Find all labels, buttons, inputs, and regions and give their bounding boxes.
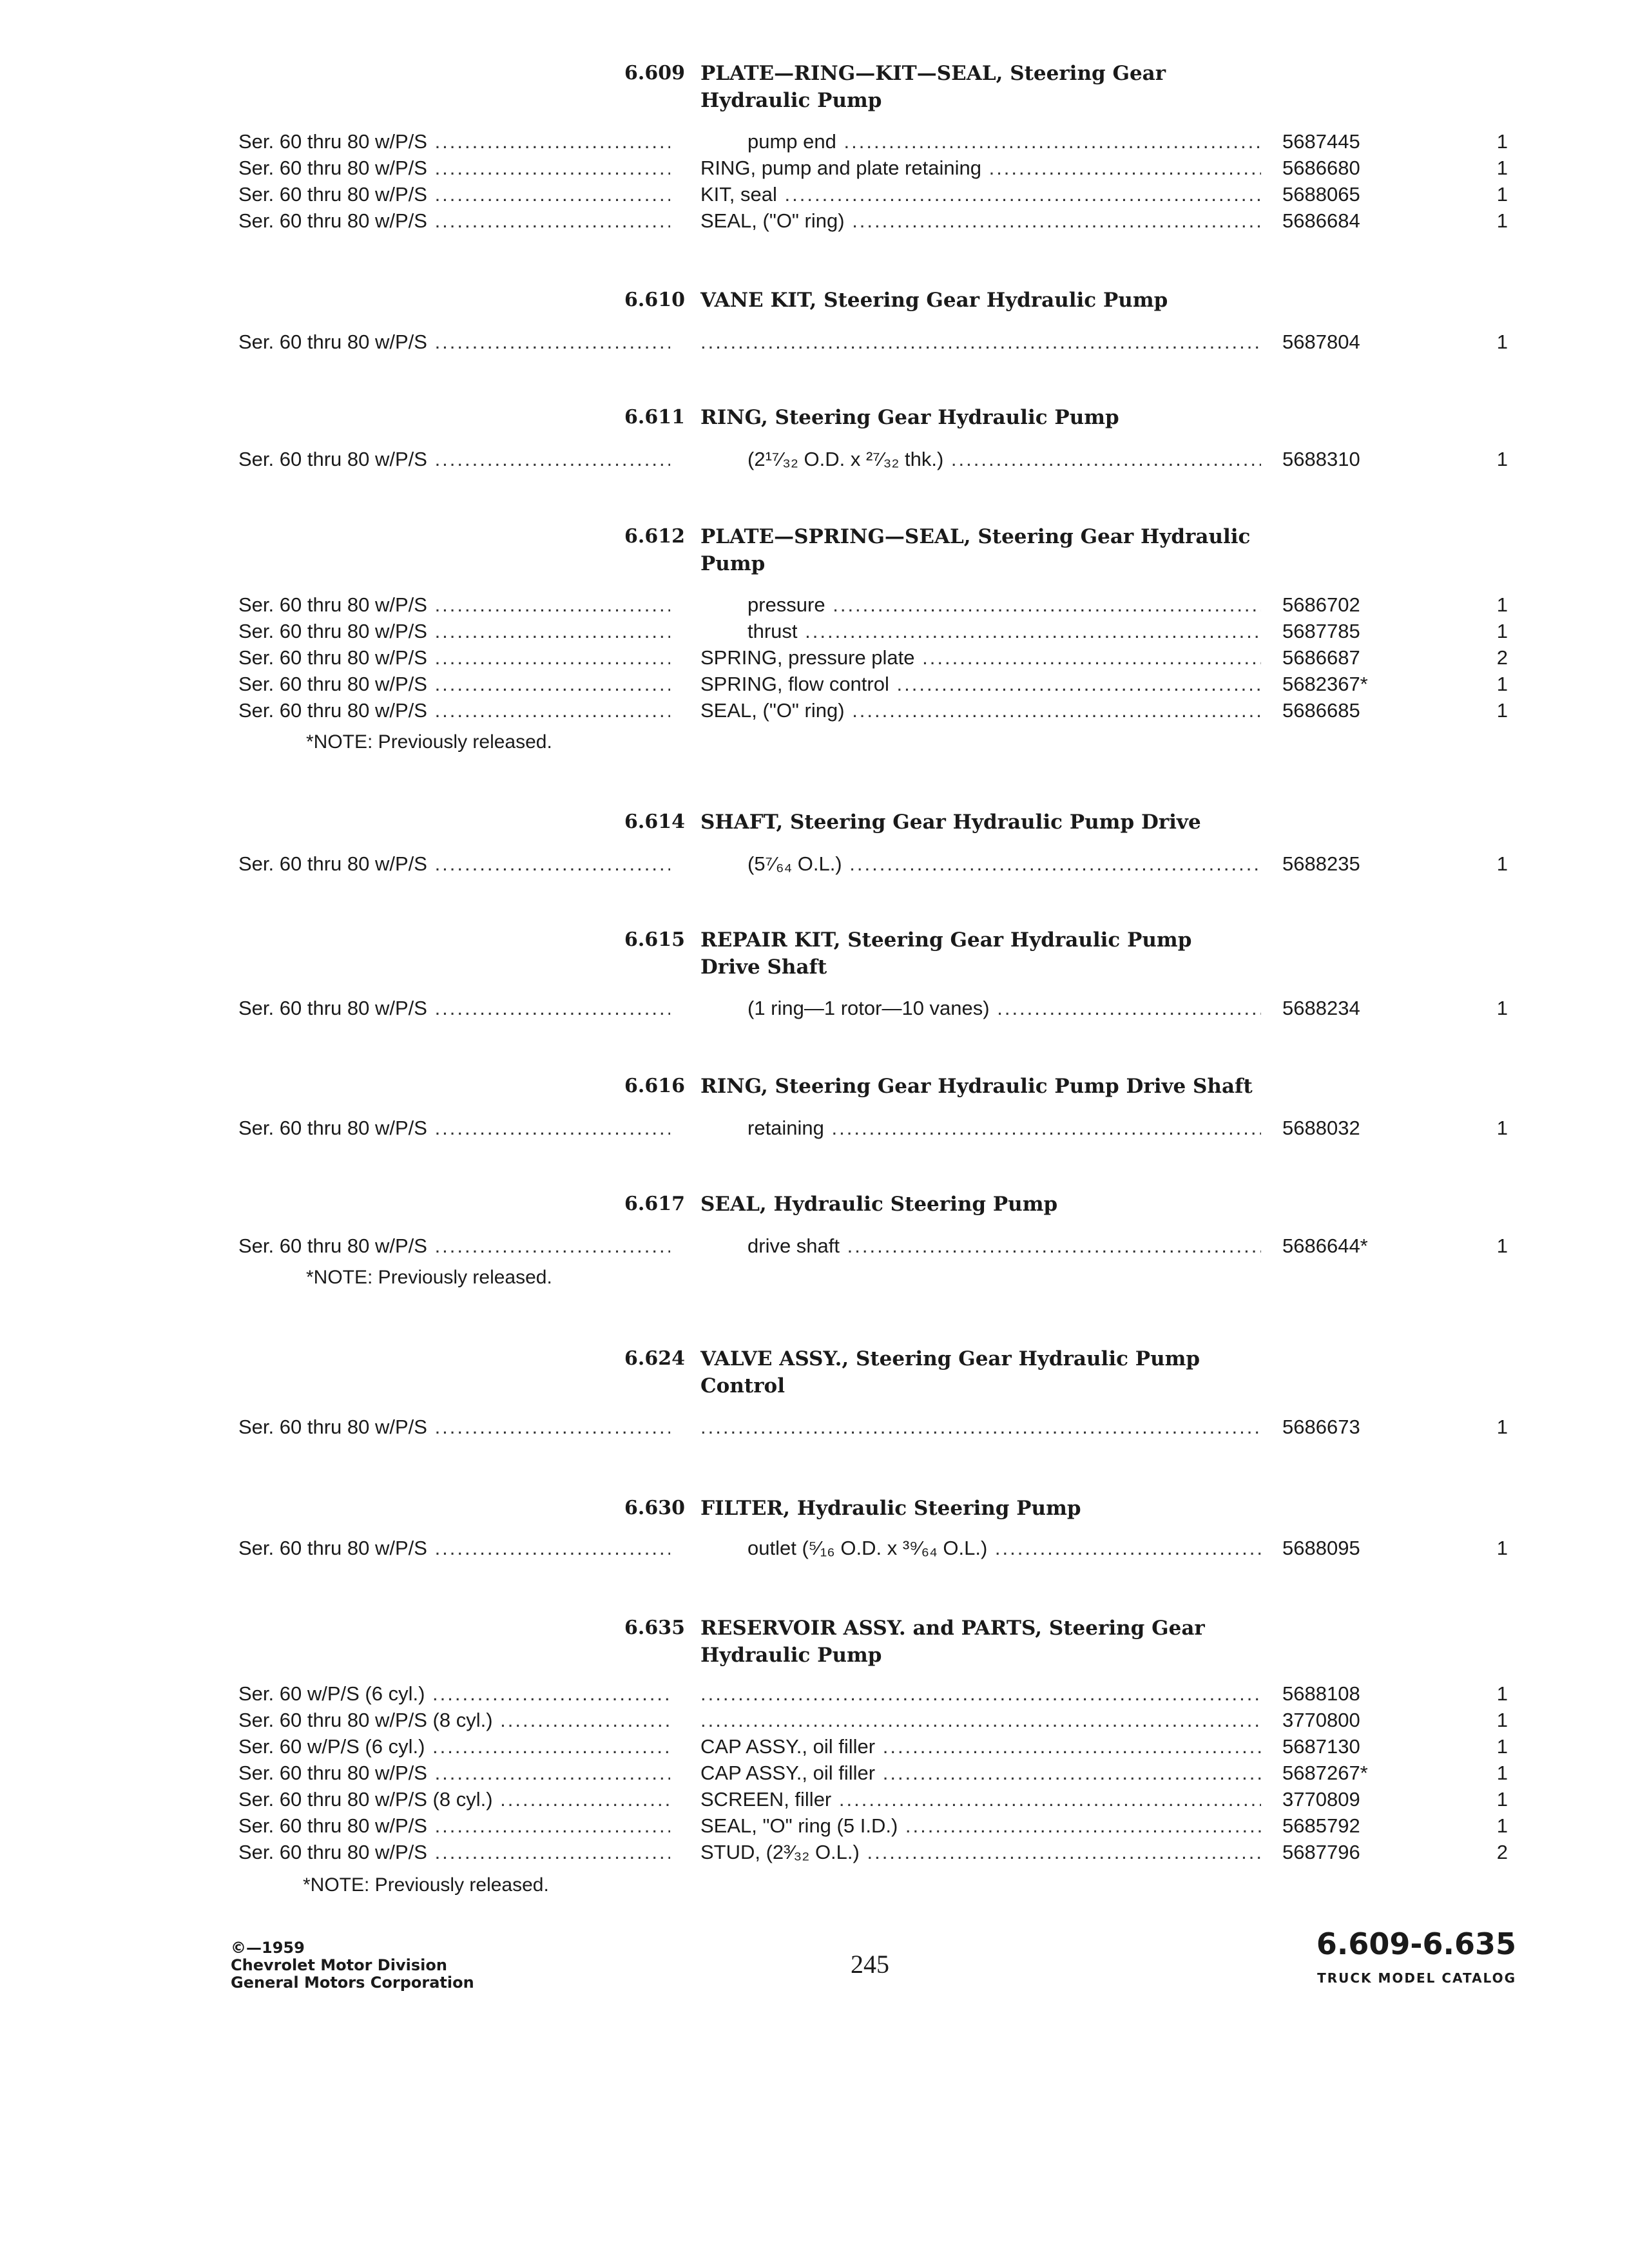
section-number: 6.610: [624, 289, 685, 311]
application: Ser. 60 thru 80 w/P/S .....: [238, 850, 670, 877]
section-title: VALVE ASSY., Steering Gear Hydraulic Pump Control: [700, 1347, 1200, 1398]
part-row: [0, 1680, 1629, 1707]
section-6-635: [0, 1615, 1629, 1896]
description: (2¹⁷⁄₃₂ O.D. x ²⁷⁄₃₂ thk.) .....: [747, 446, 1261, 472]
application: Ser. 60 thru 80 w/P/S .....: [238, 1812, 670, 1839]
catalog-name: TRUCK MODEL CATALOG: [1317, 1970, 1516, 1986]
section-number: 6.611: [624, 406, 685, 428]
application: Ser. 60 thru 80 w/P/S .....: [238, 207, 670, 234]
application: Ser. 60 thru 80 w/P/S .....: [238, 1535, 670, 1561]
description: SCREEN, filler .....: [700, 1786, 1261, 1812]
quantity: 1: [1496, 130, 1508, 153]
part-row: [0, 995, 1629, 1021]
quantity: 1: [1496, 699, 1508, 722]
footnote: *NOTE: Previously released.: [306, 1267, 552, 1288]
corporation-name: General Motors Corporation: [231, 1974, 474, 1992]
application: Ser. 60 thru 80 w/P/S .....: [238, 1839, 670, 1865]
description: retaining .....: [747, 1115, 1261, 1141]
description: drive shaft .....: [747, 1233, 1261, 1259]
part-number: 5687445: [1282, 130, 1360, 153]
part-row: [0, 1115, 1629, 1141]
part-row: [0, 181, 1629, 207]
part-number: 5687804: [1282, 331, 1360, 353]
application: Ser. 60 thru 80 w/P/S .....: [238, 329, 670, 355]
part-number: 5688032: [1282, 1117, 1360, 1139]
description: outlet (⁵⁄₁₆ O.D. x ³⁹⁄₆₄ O.L.) .....: [747, 1535, 1261, 1561]
section-number: 6.616: [624, 1075, 685, 1097]
section-6-611: [0, 404, 1629, 470]
part-row: [0, 1414, 1629, 1440]
quantity: 1: [1496, 1762, 1508, 1784]
description: thrust .....: [747, 618, 1261, 644]
part-number: 5682367*: [1282, 673, 1368, 695]
part-row: [0, 1786, 1629, 1812]
description: (1 ring—1 rotor—10 vanes) .....: [747, 995, 1261, 1021]
part-number: 5686680: [1282, 157, 1360, 179]
footnote: *NOTE: Previously released.: [306, 731, 552, 753]
section-title: REPAIR KIT, Steering Gear Hydraulic Pump Drive Shaft: [700, 928, 1192, 979]
page-range: 6.609-6.635: [1316, 1927, 1516, 1961]
application: Ser. 60 thru 80 w/P/S .....: [238, 155, 670, 181]
part-number: 3770809: [1282, 1788, 1360, 1811]
part-number: 5687785: [1282, 620, 1360, 642]
application: Ser. 60 w/P/S (6 cyl.) .....: [238, 1680, 670, 1707]
part-row: [0, 1812, 1629, 1839]
section-6-630: [0, 1495, 1629, 1559]
application: Ser. 60 thru 80 w/P/S (8 cyl.) .....: [238, 1786, 670, 1812]
section-6-624: [0, 1345, 1629, 1438]
quantity: 2: [1496, 646, 1508, 669]
application: Ser. 60 thru 80 w/P/S .....: [238, 618, 670, 644]
description: CAP ASSY., oil filler .....: [700, 1760, 1261, 1786]
quantity: 1: [1496, 183, 1508, 206]
part-row: [0, 618, 1629, 644]
part-number: 5686644*: [1282, 1235, 1368, 1257]
part-row: [0, 207, 1629, 234]
description: pump end .....: [747, 128, 1261, 155]
section-title: SHAFT, Steering Gear Hydraulic Pump Drive: [700, 811, 1201, 834]
description: [700, 1680, 1261, 1707]
section-number: 6.609: [624, 62, 685, 84]
part-number: 3770800: [1282, 1709, 1360, 1731]
quantity: 1: [1496, 157, 1508, 179]
section-number: 6.617: [624, 1193, 685, 1215]
part-row: [0, 1233, 1629, 1259]
application: Ser. 60 thru 80 w/P/S .....: [238, 671, 670, 697]
quantity: 1: [1496, 1788, 1508, 1811]
application: Ser. 60 thru 80 w/P/S (8 cyl.) .....: [238, 1707, 670, 1733]
application: Ser. 60 thru 80 w/P/S .....: [238, 1760, 670, 1786]
section-6-617: [0, 1191, 1629, 1288]
description: CAP ASSY., oil filler .....: [700, 1733, 1261, 1760]
quantity: 1: [1496, 1814, 1508, 1837]
description: SEAL, ("O" ring) .....: [700, 207, 1261, 234]
application: Ser. 60 thru 80 w/P/S .....: [238, 995, 670, 1021]
quantity: 2: [1496, 1841, 1508, 1863]
application: Ser. 60 thru 80 w/P/S .....: [238, 1233, 670, 1259]
publisher-block: [231, 1939, 474, 1992]
quantity: 1: [1496, 448, 1508, 470]
part-row: [0, 1839, 1629, 1865]
part-number: 5686702: [1282, 593, 1360, 616]
quantity: 1: [1496, 1682, 1508, 1705]
application: Ser. 60 thru 80 w/P/S .....: [238, 1115, 670, 1141]
quantity: 1: [1496, 1537, 1508, 1559]
section-title: PLATE—RING—KIT—SEAL, Steering Gear Hydraulic Pump: [700, 62, 1166, 112]
part-number: 5688065: [1282, 183, 1360, 206]
section-number: 6.614: [624, 811, 685, 833]
description: [700, 329, 1261, 355]
part-row: [0, 1760, 1629, 1786]
quantity: 1: [1496, 852, 1508, 875]
section-title: SEAL, Hydraulic Steering Pump: [700, 1193, 1058, 1216]
quantity: 1: [1496, 673, 1508, 695]
part-row: [0, 644, 1629, 671]
part-row: [0, 155, 1629, 181]
application: Ser. 60 thru 80 w/P/S .....: [238, 1414, 670, 1440]
section-title: RING, Steering Gear Hydraulic Pump Drive Shaft: [700, 1075, 1253, 1098]
section-title: RING, Steering Gear Hydraulic Pump: [700, 406, 1119, 429]
description: [700, 1707, 1261, 1733]
quantity: 1: [1496, 1709, 1508, 1731]
quantity: 1: [1496, 620, 1508, 642]
description: SPRING, pressure plate .....: [700, 644, 1261, 671]
quantity: 1: [1496, 1416, 1508, 1438]
part-row: [0, 591, 1629, 618]
part-number: 5686684: [1282, 209, 1360, 232]
part-number: 5688095: [1282, 1537, 1360, 1559]
quantity: 1: [1496, 209, 1508, 232]
part-number: 5687130: [1282, 1735, 1360, 1758]
description: KIT, seal .....: [700, 181, 1261, 207]
part-number: 5685792: [1282, 1814, 1360, 1837]
part-number: 5687267*: [1282, 1762, 1368, 1784]
part-row: [0, 329, 1629, 355]
description: pressure .....: [747, 591, 1261, 618]
part-number: 5686673: [1282, 1416, 1360, 1438]
section-6-615: [0, 927, 1629, 1019]
division-name: Chevrolet Motor Division: [231, 1956, 447, 1974]
quantity: 1: [1496, 1235, 1508, 1257]
application: Ser. 60 thru 80 w/P/S .....: [238, 128, 670, 155]
part-number: 5687796: [1282, 1841, 1360, 1863]
section-number: 6.624: [624, 1347, 685, 1370]
description: SEAL, "O" ring (5 I.D.) .....: [700, 1812, 1261, 1839]
application: Ser. 60 thru 80 w/P/S .....: [238, 181, 670, 207]
application: Ser. 60 w/P/S (6 cyl.) .....: [238, 1733, 670, 1760]
description: SEAL, ("O" ring) .....: [700, 697, 1261, 724]
section-title: VANE KIT, Steering Gear Hydraulic Pump: [700, 289, 1168, 312]
description: STUD, (2³⁄₃₂ O.L.) .....: [700, 1839, 1261, 1865]
part-number: 5688108: [1282, 1682, 1360, 1705]
section-number: 6.635: [624, 1617, 685, 1639]
application: Ser. 60 thru 80 w/P/S .....: [238, 697, 670, 724]
quantity: 1: [1496, 1117, 1508, 1139]
section-6-609: [0, 60, 1629, 232]
part-number: 5688310: [1282, 448, 1360, 470]
part-row: [0, 1707, 1629, 1733]
part-row: [0, 128, 1629, 155]
part-number: 5686687: [1282, 646, 1360, 669]
quantity: 1: [1496, 997, 1508, 1019]
footnote: *NOTE: Previously released.: [303, 1874, 549, 1896]
part-row: [0, 697, 1629, 724]
application: Ser. 60 thru 80 w/P/S .....: [238, 644, 670, 671]
part-number: 5686685: [1282, 699, 1360, 722]
quantity: 1: [1496, 593, 1508, 616]
section-number: 6.630: [624, 1497, 685, 1519]
description: (5⁷⁄₆₄ O.L.) .....: [747, 850, 1261, 877]
section-title: RESERVOIR ASSY. and PARTS, Steering Gear Hydraulic Pump: [700, 1617, 1205, 1667]
page-number: 245: [851, 1950, 889, 1979]
section-title: FILTER, Hydraulic Steering Pump: [700, 1497, 1081, 1520]
description: SPRING, flow control .....: [700, 671, 1261, 697]
description: [700, 1414, 1261, 1440]
part-row: [0, 446, 1629, 472]
part-number: 5688235: [1282, 852, 1360, 875]
section-number: 6.615: [624, 928, 685, 951]
section-6-612: [0, 523, 1629, 753]
part-number: 5688234: [1282, 997, 1360, 1019]
section-6-610: [0, 287, 1629, 353]
section-title: PLATE—SPRING—SEAL, Steering Gear Hydraulic Pump: [700, 525, 1251, 575]
part-row: [0, 671, 1629, 697]
application: Ser. 60 thru 80 w/P/S .....: [238, 446, 670, 472]
quantity: 1: [1496, 1735, 1508, 1758]
part-row: [0, 1535, 1629, 1561]
section-number: 6.612: [624, 525, 685, 548]
application: Ser. 60 thru 80 w/P/S .....: [238, 591, 670, 618]
part-row: [0, 1733, 1629, 1760]
section-6-616: [0, 1073, 1629, 1139]
section-6-614: [0, 809, 1629, 875]
description: RING, pump and plate retaining .....: [700, 155, 1261, 181]
copyright: ©—1959: [231, 1939, 305, 1957]
part-row: [0, 850, 1629, 877]
quantity: 1: [1496, 331, 1508, 353]
